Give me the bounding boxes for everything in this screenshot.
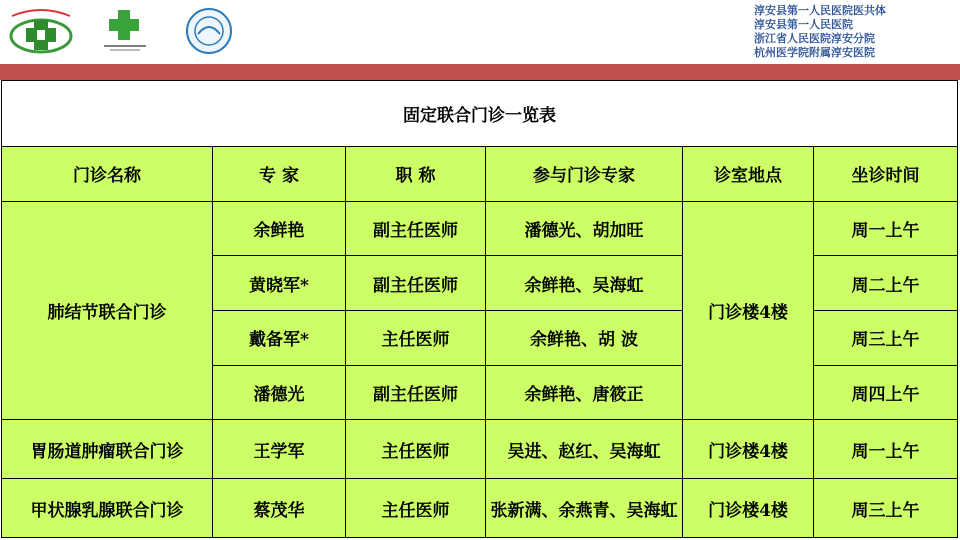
table-row bbox=[2, 479, 958, 538]
column-header: 参与门诊专家 bbox=[486, 146, 683, 201]
table-row bbox=[2, 201, 958, 256]
table-title: 固定联合门诊一览表 bbox=[2, 81, 958, 147]
header bbox=[0, 0, 960, 64]
column-header: 职 称 bbox=[346, 146, 486, 201]
column-header: 门诊名称 bbox=[2, 146, 213, 201]
time-cell: 周一上午 bbox=[814, 201, 958, 256]
participants-cell: 余鲜艳、吴海虹 bbox=[486, 256, 683, 311]
time-cell: 周三上午 bbox=[814, 479, 958, 538]
community-health-logo-icon bbox=[90, 6, 160, 56]
time-cell: 周一上午 bbox=[814, 420, 958, 479]
expert-cell: 黄晓军* bbox=[213, 256, 346, 311]
location-cell: 门诊楼4楼 bbox=[683, 420, 814, 479]
expert-cell: 余鲜艳 bbox=[213, 201, 346, 256]
expert-cell: 王学军 bbox=[213, 420, 346, 479]
column-header: 诊室地点 bbox=[683, 146, 814, 201]
participants-cell: 余鲜艳、唐筱正 bbox=[486, 365, 683, 420]
title-cell: 副主任医师 bbox=[346, 201, 486, 256]
clinic-name-cell: 甲状腺乳腺联合门诊 bbox=[2, 479, 213, 538]
table-header-row bbox=[2, 146, 958, 201]
participants-cell: 张新满、余燕青、吴海虹 bbox=[486, 479, 683, 538]
title-cell: 副主任医师 bbox=[346, 365, 486, 420]
hospital-name-line: 杭州医学院附属淳安医院 bbox=[754, 46, 875, 59]
time-cell: 周四上午 bbox=[814, 365, 958, 420]
expert-cell: 蔡茂华 bbox=[213, 479, 346, 538]
accent-bar bbox=[0, 64, 960, 80]
hospital-logo-icon bbox=[6, 6, 76, 56]
title-cell: 主任医师 bbox=[346, 479, 486, 538]
participants-cell: 吴进、赵红、吴海虹 bbox=[486, 420, 683, 479]
hospital-names bbox=[754, 4, 954, 60]
expert-cell: 戴备军* bbox=[213, 310, 346, 365]
medical-alliance-logo-icon bbox=[174, 6, 244, 56]
time-cell: 周三上午 bbox=[814, 310, 958, 365]
time-cell: 周二上午 bbox=[814, 256, 958, 311]
title-cell: 副主任医师 bbox=[346, 256, 486, 311]
logo-group bbox=[6, 6, 244, 56]
title-cell: 主任医师 bbox=[346, 310, 486, 365]
location-cell: 门诊楼4楼 bbox=[683, 479, 814, 538]
clinic-table bbox=[1, 80, 957, 538]
title-cell: 主任医师 bbox=[346, 420, 486, 479]
participants-cell: 余鲜艳、胡 波 bbox=[486, 310, 683, 365]
expert-cell: 潘德光 bbox=[213, 365, 346, 420]
participants-cell: 潘德光、胡加旺 bbox=[486, 201, 683, 256]
hospital-name-line: 浙江省人民医院淳安分院 bbox=[754, 32, 875, 45]
hospital-name-line: 淳安县第一人民医院 bbox=[754, 18, 853, 31]
clinic-name-cell: 肺结节联合门诊 bbox=[2, 201, 213, 420]
location-cell: 门诊楼4楼 bbox=[683, 201, 814, 420]
table-row bbox=[2, 420, 958, 479]
clinic-name-cell: 胃肠道肿瘤联合门诊 bbox=[2, 420, 213, 479]
column-header: 专 家 bbox=[213, 146, 346, 201]
column-header: 坐诊时间 bbox=[814, 146, 958, 201]
hospital-name-line: 淳安县第一人民医院医共体 bbox=[754, 4, 886, 17]
